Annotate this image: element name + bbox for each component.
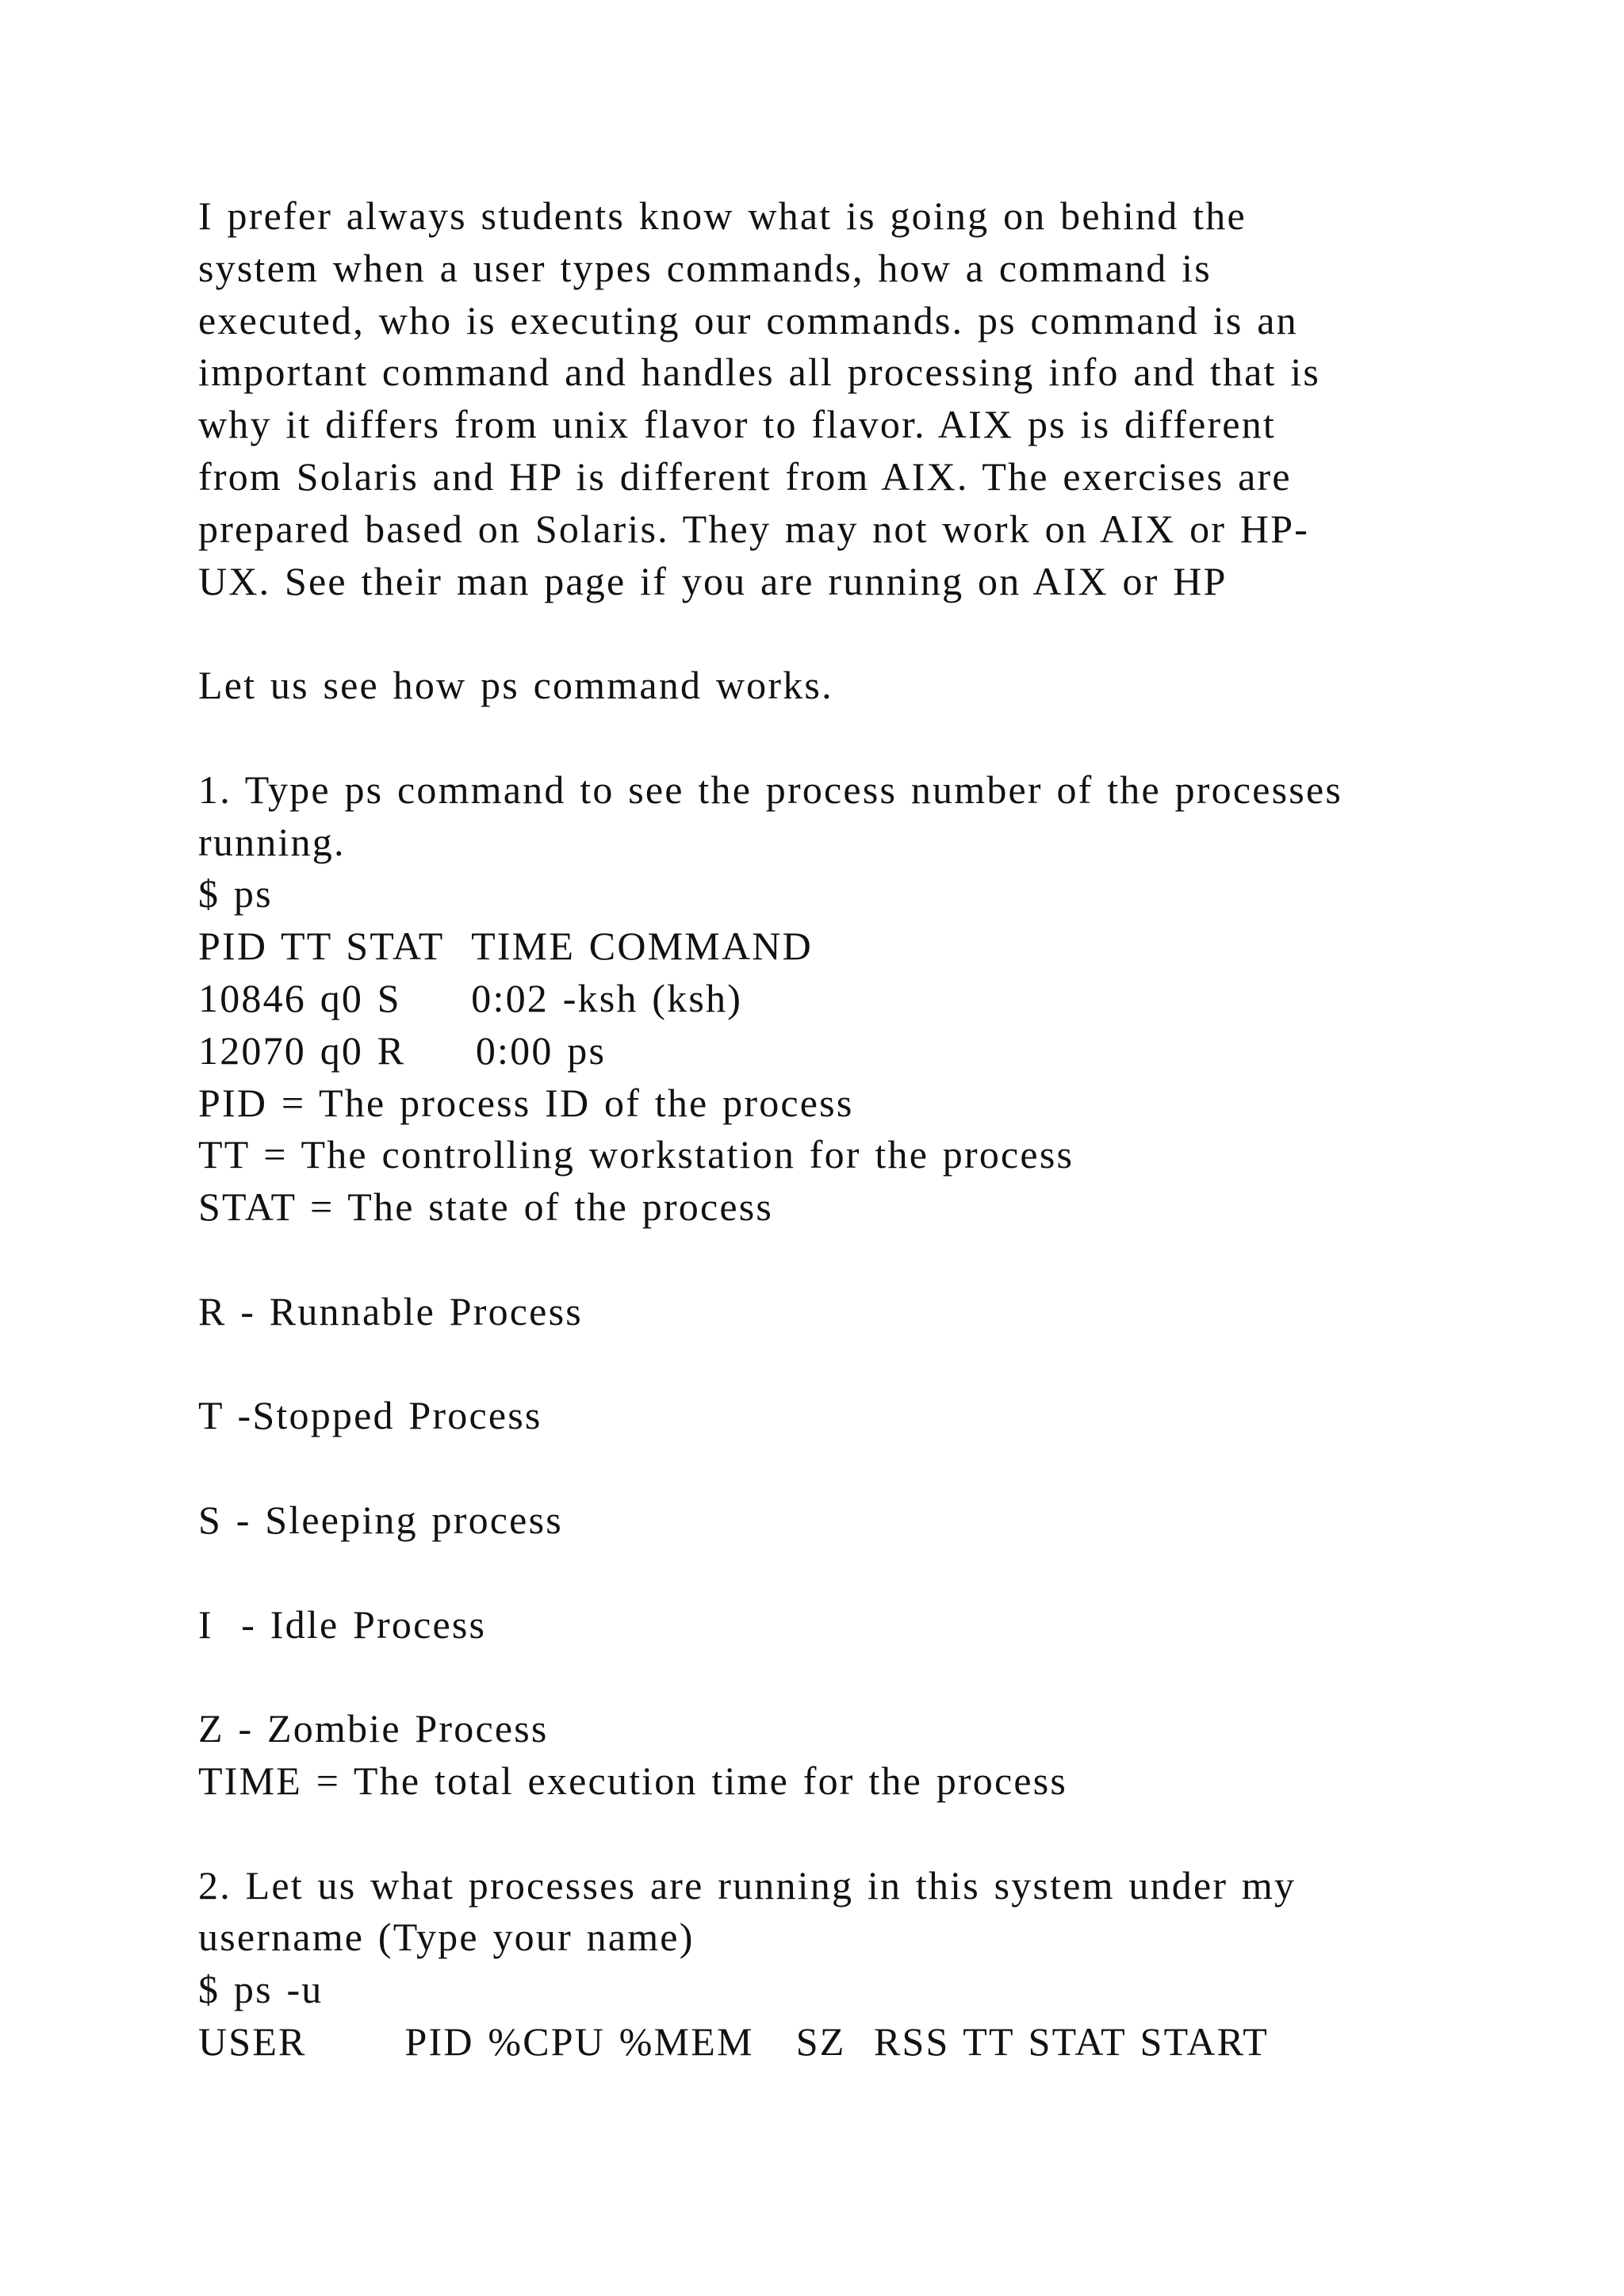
definition-time: TIME = The total execution time for the process bbox=[198, 1758, 1068, 1803]
document-body bbox=[198, 190, 1546, 2068]
output-header: USER PID %CPU %MEM SZ RSS TT STAT START bbox=[198, 2019, 1269, 2064]
blank-line bbox=[198, 1234, 1546, 1286]
step-2-section bbox=[198, 1860, 1546, 2068]
step-1-instruction-cont: running. bbox=[198, 819, 346, 864]
blank-line bbox=[198, 1338, 1546, 1391]
text-line: important command and handles all processing info and that is bbox=[198, 350, 1321, 395]
intro-paragraph bbox=[198, 190, 1546, 607]
blank-line bbox=[198, 712, 1546, 764]
step-1-instruction: 1. Type ps command to see the process number of the processes bbox=[198, 767, 1343, 812]
lead-in-text: Let us see how ps command works. bbox=[198, 663, 833, 708]
state-zombie: Z - Zombie Process bbox=[198, 1706, 549, 1751]
output-row: 12070 q0 R 0:00 ps bbox=[198, 1027, 607, 1073]
step-1-section bbox=[198, 764, 1546, 1234]
command-line: $ ps bbox=[198, 871, 273, 916]
text-line: system when a user types commands, how a command is bbox=[198, 245, 1212, 290]
text-line: I prefer always students know what is going on behind the bbox=[198, 193, 1247, 238]
blank-line bbox=[198, 1547, 1546, 1599]
blank-line bbox=[198, 1651, 1546, 1703]
definition-pid: PID = The process ID of the process bbox=[198, 1080, 854, 1125]
text-line: prepared based on Solaris. They may not work on AIX or HP- bbox=[198, 506, 1310, 551]
output-header: PID TT STAT TIME COMMAND bbox=[198, 924, 813, 969]
definition-stat: STAT = The state of the process bbox=[198, 1184, 774, 1230]
blank-line bbox=[198, 1808, 1546, 1860]
text-line: UX. See their man page if you are running on AIX or HP bbox=[198, 558, 1228, 603]
output-row: 10846 q0 S 0:02 -ksh (ksh) bbox=[198, 975, 743, 1020]
state-idle: I - Idle Process bbox=[198, 1601, 487, 1647]
blank-line bbox=[198, 607, 1546, 660]
step-2-instruction-cont: username (Type your name) bbox=[198, 1915, 695, 1960]
text-line: why it differs from unix flavor to flavor. AIX ps is different bbox=[198, 402, 1276, 447]
definition-tt: TT = The controlling workstation for the process bbox=[198, 1132, 1074, 1177]
text-line: executed, who is executing our commands. ps command is an bbox=[198, 297, 1298, 342]
state-stopped: T -Stopped Process bbox=[198, 1393, 542, 1438]
command-line: $ ps -u bbox=[198, 1967, 324, 2012]
step-2-instruction: 2. Let us what processes are running in this system under my bbox=[198, 1862, 1297, 1908]
state-runnable: R - Runnable Process bbox=[198, 1288, 583, 1334]
blank-line bbox=[198, 1442, 1546, 1494]
text-line: from Solaris and HP is different from AIX. The exercises are bbox=[198, 453, 1292, 499]
state-sleeping: S - Sleeping process bbox=[198, 1497, 563, 1542]
